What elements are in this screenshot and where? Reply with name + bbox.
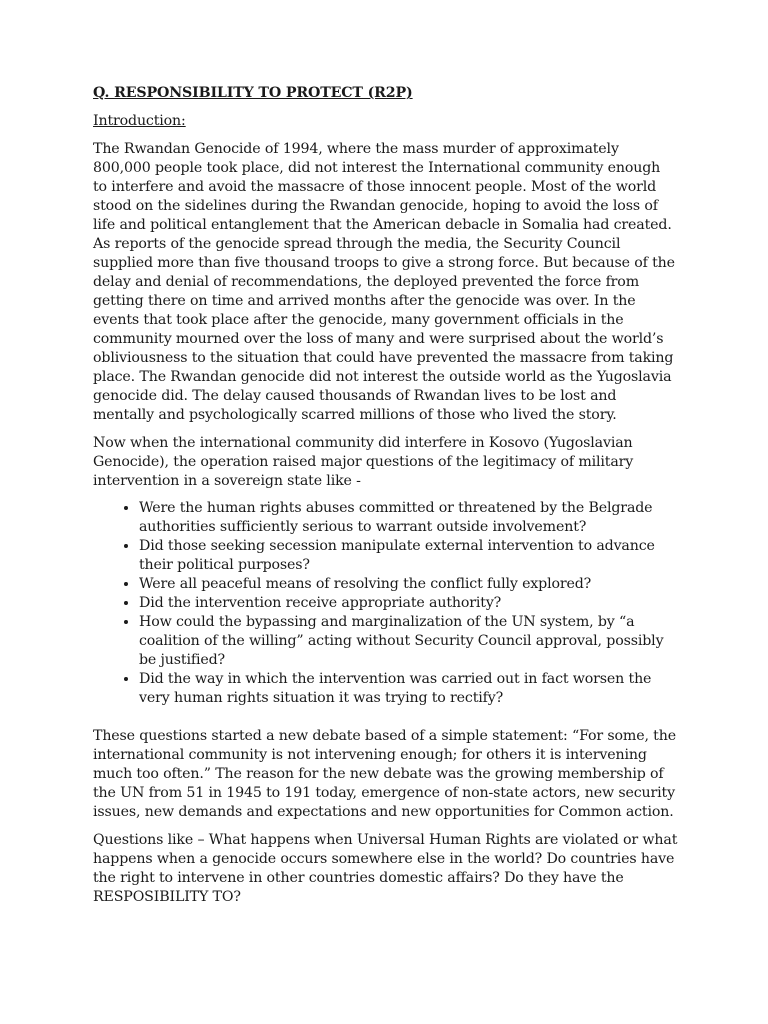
paragraph-kosovo-intervention: Now when the international community did interfere in Kosovo (Yugoslavian Genocide), the operation raised major questions of the legitimacy of military intervention in a sovereign state like - — [93, 435, 634, 489]
paragraph-new-debate: These questions started a new debate based of a simple statement: “For some, the international community is not intervening enough; for others it is intervening much too often.” The reason for the new debate was the growing membership of the UN from 51 in 1945 to 191 today, emergence of non-state actors, new security issues, new demands and expectations and new opportunities for Common action. — [93, 728, 676, 820]
document-heading: Q. RESPONSIBILITY TO PROTECT (R2P) — [93, 85, 413, 101]
paragraph-rwandan-genocide: The Rwandan Genocide of 1994, where the mass murder of approximately 800,000 people took place, did not interest the International community enough to interfere and avoid the massacre of those innocent people. Most of the world stood on the sidelines during the Rwandan genocide, hoping to avoid the loss of life and political entanglement that the American debacle in Somalia had created. As reports of the genocide spread through the media, the Security Council supplied more than five thousand troops to give a strong force. But because of the delay and denial of recommendations, the deployed prevented the force from getting there on time and arrived months after the genocide was over. In the events that took place after the genocide, many government officials in the community mourned over the loss of many and were surprised about the world’s obliviousness to the situation that could have prevented the massacre from taking place. The Rwandan genocide did not interest the outside world as the Yugoslavia genocide did. The delay caused thousands of Rwandan lives to be lost and mentally and psychologically scarred millions of those who lived the story. — [93, 141, 675, 423]
introduction-label: Introduction: — [93, 113, 186, 129]
spacer — [93, 708, 678, 727]
list-item: • Were the human rights abuses committed or threatened by the Belgrade authorities sufficiently serious to warrant outside involvement? — [139, 499, 678, 537]
paragraph-questions-like: Questions like – What happens when Universal Human Rights are violated or what happens when a genocide occurs somewhere else in the world? Do countries have the right to intervene in other countries domestic affairs? Do they have the RESPOSIBILITY TO? — [93, 832, 678, 905]
document-page — [93, 84, 678, 916]
list-item: • Did the way in which the intervention was carried out in fact worsen the very human rights situation it was trying to rectify? — [139, 670, 678, 708]
list-item: • Were all peaceful means of resolving the conflict fully explored? — [139, 575, 678, 594]
list-item: • Did those seeking secession manipulate external intervention to advance their political purposes? — [139, 537, 678, 575]
questions-list — [93, 499, 678, 708]
list-item: • How could the bypassing and marginalization of the UN system, by “a coalition of the willing” acting without Security Council approval, possibly be justified? — [139, 613, 678, 670]
list-item: • Did the intervention receive appropriate authority? — [139, 594, 678, 613]
